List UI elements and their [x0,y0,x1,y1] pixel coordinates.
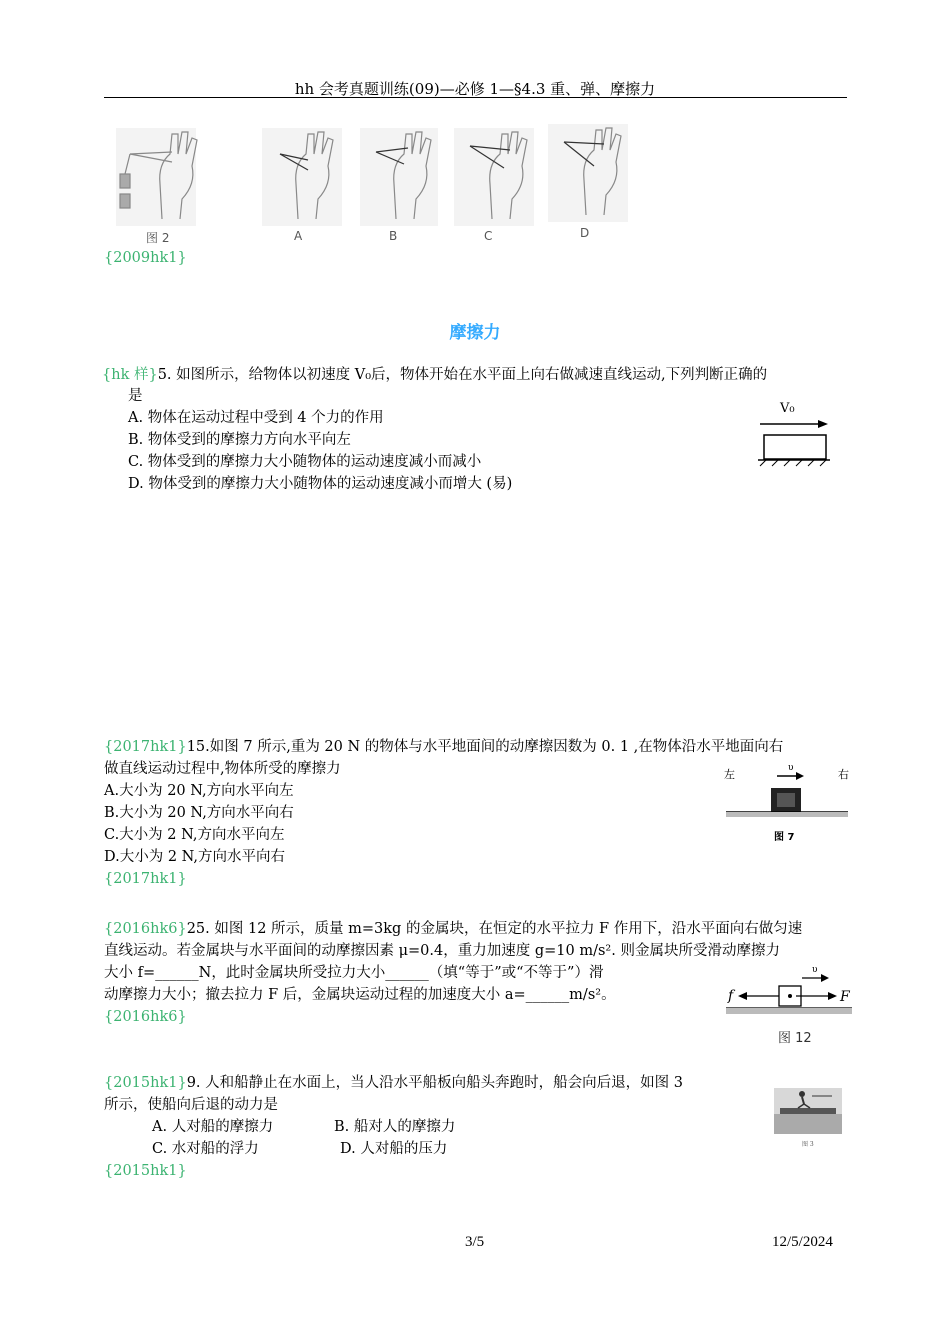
q5-option-a: A. 物体在运动过程中受到 4 个力的作用 [128,410,384,426]
q5-tag: {hk 样} [102,367,158,383]
q25-fig-f: f [728,988,734,1004]
q15-option-b: B.大小为 20 N,方向水平向右 [104,805,294,821]
hand-main-caption: 图 2 [146,231,170,245]
q15-option-c: C.大小为 2 N,方向水平向左 [104,827,285,843]
q25-stem-line2: 直线运动。若金属块与水平面间的动摩擦因素 μ=0.4，重力加速度 g=10 m/s². 则金属块所受滑动摩擦力 [104,943,780,959]
q5-figure-label: V₀ [780,401,795,416]
q5-stem-text: 5. 如图所示，给物体以初速度 V₀后，物体开始在水平面上向右做减速直线运动,下列判断正确的 [157,367,768,383]
hand-figure-main [116,128,197,226]
q15-option-d: D.大小为 2 N,方向水平向右 [104,849,286,865]
hands-figure [110,124,640,249]
q9-figure [772,1086,844,1150]
q9-tag: {2015hk1} [104,1075,187,1091]
q15-fig-v: υ [788,763,794,773]
q25-stem-line4: 动摩擦力大小；撤去拉力 F 后，金属块运动过程的加速度大小 a=______m/s²。 [104,987,616,1003]
q5-option-b: B. 物体受到的摩擦力方向水平向左 [128,432,351,448]
hand-option-d-label: D [580,226,590,240]
q15-end-tag: {2017hk1} [104,871,187,887]
q15-fig-left: 左 [724,768,735,781]
q25-stem-line1 [104,918,802,940]
hand-option-c-label: C [484,229,493,243]
q5-figure [756,398,836,470]
hand-option-d [548,124,628,222]
q25-stem-line3: 大小 f=______N，此时金属块所受拉力大小______（填“等于”或“不等于”）滑 [104,965,604,981]
q9-end-tag: {2015hk1} [104,1163,187,1179]
q9-stem-line1 [104,1072,683,1094]
q9-stem-text: 9. 人和船静止在水面上，当人沿水平船板向船头奔跑时，船会向后退，如图 3 [186,1075,683,1091]
q9-fig-caption: 图 3 [802,1141,814,1148]
q5-option-d: D. 物体受到的摩擦力大小随物体的运动速度减小而增大 (易) [128,476,513,492]
q9-stem-line2: 所示，使船向后退的动力是 [104,1097,278,1113]
q15-fig-caption: 图 7 [774,832,795,843]
q25-figure [724,962,854,1048]
hand-option-a [262,128,342,226]
hand-option-a-label: A [294,229,303,243]
q25-fig-F: F [840,989,850,1005]
source-tag-2009: {2009hk1} [104,250,187,266]
q9-option-c: C. 水对船的浮力 [152,1141,259,1157]
q25-tag: {2016hk6} [104,921,187,937]
q5-stem-line1 [102,364,767,386]
footer-date: 12/5/2024 [772,1234,833,1250]
q5-option-c: C. 物体受到的摩擦力大小随物体的运动速度减小而减小 [128,454,482,470]
q25-fig-v: υ [812,965,818,975]
q9-option-b: B. 船对人的摩擦力 [334,1119,456,1135]
q15-stem-line1 [104,736,783,758]
q15-option-a: A.大小为 20 N,方向水平向左 [104,783,294,799]
section-title: 摩擦力 [449,323,501,343]
q15-stem-text: 15.如图 7 所示,重为 20 N 的物体与水平地面间的动摩擦因数为 0. 1 ,在物体沿水平地面向右 [186,739,784,755]
q15-stem-line2: 做直线运动过程中,物体所受的摩擦力 [104,761,341,777]
q25-end-tag: {2016hk6} [104,1009,187,1025]
q5-stem-line2: 是 [128,388,143,404]
page-header: hh 会考真题训练(09)—必修 1—§4.3 重、弹、摩擦力 [294,80,656,98]
q9-option-d: D. 人对船的压力 [340,1141,448,1157]
q25-fig-caption: 图 12 [778,1031,812,1046]
q25-stem-text: 25. 如图 12 所示，质量 m=3kg 的金属块，在恒定的水平拉力 F 作用下，沿水平面向右做匀速 [186,921,803,937]
q9-option-a: A. 人对船的摩擦力 [152,1119,274,1135]
q15-figure [722,760,852,846]
header-rule [104,97,847,98]
q15-tag: {2017hk1} [104,739,187,755]
hand-option-c [454,128,534,226]
q15-fig-right: 右 [838,768,849,781]
hand-option-b-label: B [389,229,398,243]
footer-page-number: 3/5 [465,1234,485,1250]
hand-option-b [360,128,438,226]
